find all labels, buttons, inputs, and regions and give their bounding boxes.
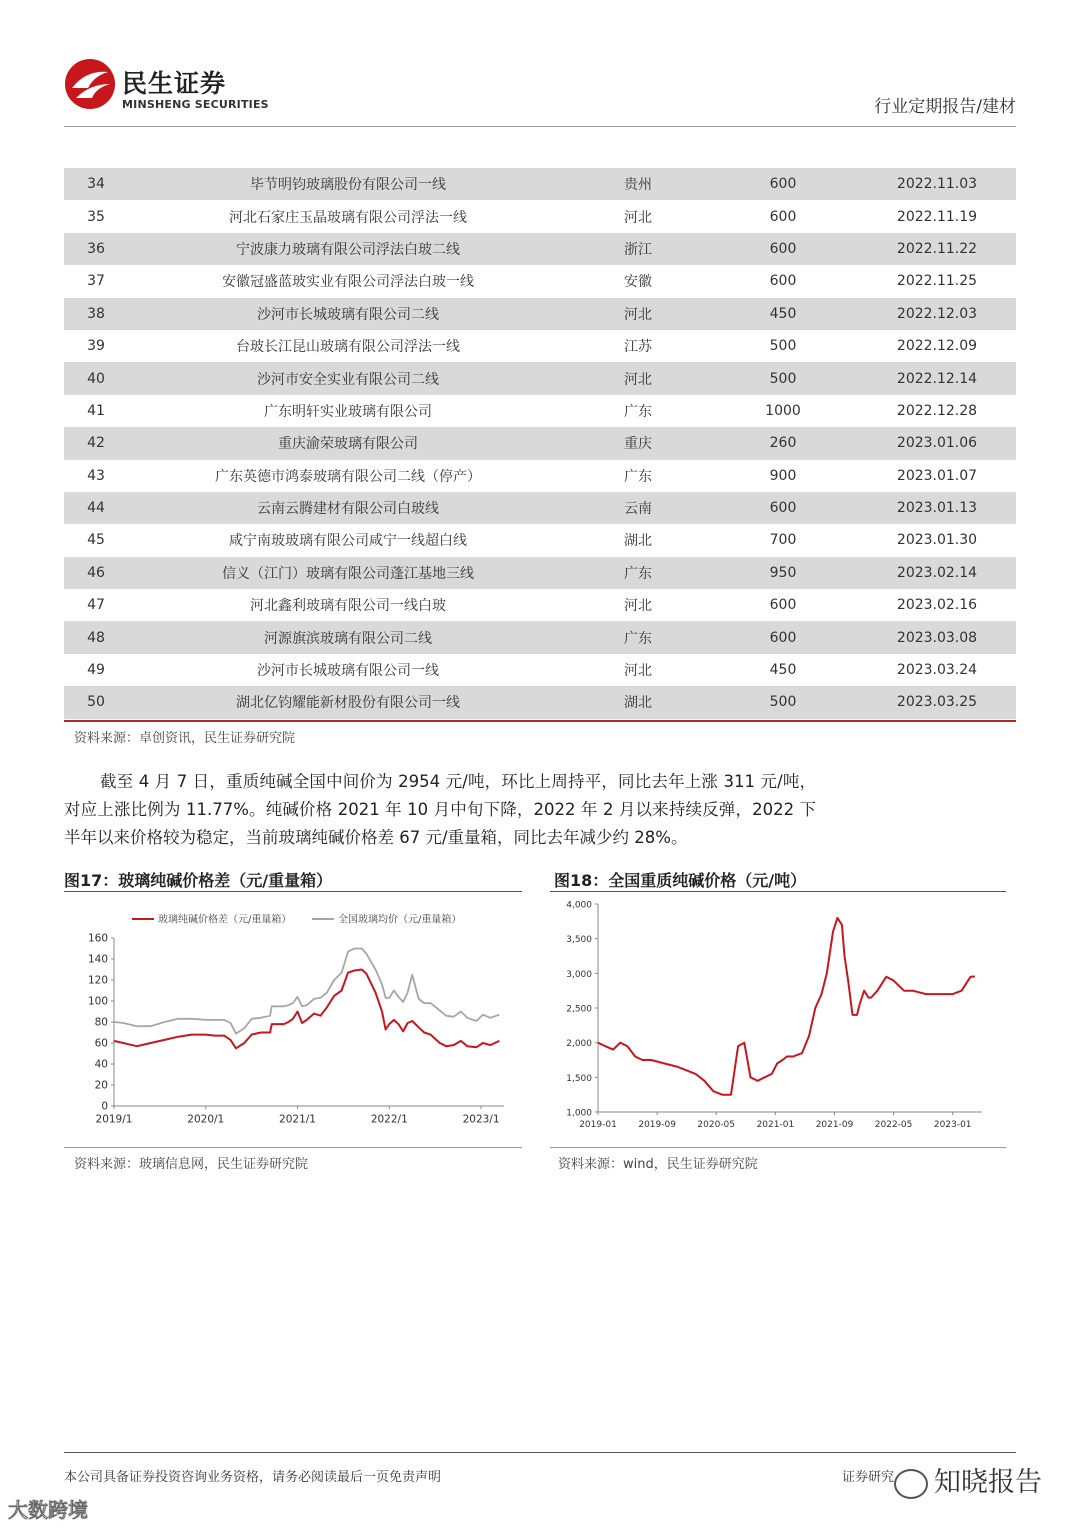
minsheng-logo-icon <box>64 58 116 110</box>
capacity-cell: 700 <box>769 532 797 549</box>
row-number-cell: 44 <box>64 492 128 524</box>
y-tick-label: 20 <box>94 1079 108 1092</box>
company-line-name-cell: 湖北亿钧耀能新材股份有限公司一线 <box>128 686 568 718</box>
x-tick-label: 2020-05 <box>697 1120 736 1130</box>
x-tick-label: 2023-01 <box>933 1120 972 1130</box>
province-cell: 广东 <box>568 621 708 653</box>
province-cell: 江苏 <box>624 339 652 356</box>
x-tick-label: 2019-01 <box>579 1120 617 1130</box>
province-cell: 广东 <box>568 557 708 589</box>
table-source: 资料来源：卓创资讯，民生证券研究院 <box>74 731 296 746</box>
province-cell: 广东 <box>624 468 652 485</box>
page-header <box>64 58 1016 127</box>
date-cell: 2022.11.22 <box>858 233 1016 265</box>
fig18-source: 资料来源：wind，民生证券研究院 <box>558 1157 758 1172</box>
date-cell: 2022.12.09 <box>896 338 978 355</box>
province-cell: 河北 <box>624 663 652 680</box>
capacity-cell: 900 <box>769 467 797 484</box>
date-cell: 2022.11.03 <box>858 168 1016 200</box>
fig17-title: 图17：玻璃纯碱价格差（元/重量箱） <box>64 871 333 890</box>
row-number-cell: 47 <box>87 597 105 614</box>
footer-rule <box>64 1452 1016 1453</box>
company-line-name-cell: 河北石家庄玉晶玻璃有限公司浮法一线 <box>229 209 467 226</box>
row-number-cell: 34 <box>64 168 128 200</box>
y-tick-label: 40 <box>94 1058 108 1071</box>
row-number-cell: 48 <box>64 621 128 653</box>
date-cell: 2022.11.25 <box>896 273 978 290</box>
y-tick-label: 80 <box>94 1016 108 1029</box>
y-tick-label: 3,500 <box>566 935 592 946</box>
company-line-name-cell: 安徽冠盛蓝玻实业有限公司浮法白玻一线 <box>222 274 474 291</box>
province-cell: 湖北 <box>568 686 708 718</box>
row-number-cell: 50 <box>64 686 128 718</box>
fig17-source: 资料来源：玻璃信息网，民生证券研究院 <box>74 1157 309 1172</box>
fig18-title: 图18：全国重质纯碱价格（元/吨） <box>554 871 807 890</box>
table-row <box>64 524 1016 556</box>
fig17-bottom-rule <box>64 1147 522 1148</box>
fig17-title-rule <box>64 891 522 892</box>
watermark-left: 大数跨境 <box>8 1498 88 1522</box>
company-line-name-cell: 信义（江门）玻璃有限公司蓬江基地三线 <box>128 557 568 589</box>
brand-name-cn: 民生证券 <box>122 69 227 98</box>
date-cell: 2023.03.25 <box>858 686 1016 718</box>
x-tick-label: 2019/1 <box>95 1113 133 1126</box>
y-tick-label: 0 <box>101 1100 108 1113</box>
province-cell: 河北 <box>624 598 652 615</box>
fig18-title-rule <box>550 891 1006 892</box>
row-number-cell: 39 <box>87 338 105 355</box>
province-cell: 浙江 <box>568 233 708 265</box>
x-tick-label: 2022/1 <box>370 1113 408 1126</box>
row-number-cell: 35 <box>87 208 105 225</box>
date-cell: 2023.02.14 <box>858 557 1016 589</box>
province-cell: 河北 <box>568 298 708 330</box>
table-row <box>64 557 1016 589</box>
date-cell: 2022.12.03 <box>858 298 1016 330</box>
capacity-cell: 500 <box>708 686 858 718</box>
date-cell: 2023.01.07 <box>896 467 978 484</box>
company-line-name-cell: 台玻长江昆山玻璃有限公司浮法一线 <box>236 339 460 356</box>
province-cell: 河北 <box>624 209 652 226</box>
brand-name-en: MINSHENG SECURITIES <box>122 98 269 111</box>
capacity-cell: 600 <box>708 168 858 200</box>
y-tick-label: 140 <box>87 953 108 966</box>
company-line-name-cell: 沙河市长城玻璃有限公司一线 <box>257 663 439 680</box>
series-line-1 <box>598 918 975 1095</box>
capacity-cell: 500 <box>708 362 858 394</box>
province-cell: 河北 <box>568 362 708 394</box>
row-number-cell: 38 <box>64 298 128 330</box>
fig17-chart <box>64 900 522 1140</box>
y-tick-label: 160 <box>87 932 108 945</box>
table-row <box>64 686 1016 718</box>
x-tick-label: 2021/1 <box>279 1113 317 1126</box>
legend-label: 全国玻璃均价（元/重量箱） <box>338 914 462 926</box>
series-line-1 <box>114 970 499 1049</box>
y-tick-label: 1,500 <box>566 1073 592 1084</box>
date-cell: 2023.03.08 <box>858 621 1016 653</box>
wechat-badge-icon <box>894 1469 928 1499</box>
x-tick-label: 2019-09 <box>638 1120 676 1130</box>
company-line-name-cell: 广东明轩实业玻璃有限公司 <box>264 403 432 420</box>
capacity-cell: 450 <box>708 298 858 330</box>
company-line-name-cell: 广东英德市鸿泰玻璃有限公司二线（停产） <box>215 468 481 485</box>
capacity-cell: 450 <box>769 662 797 679</box>
company-line-name-cell: 重庆渝荣玻璃有限公司 <box>128 427 568 459</box>
report-type: 行业定期报告/建材 <box>874 97 1016 117</box>
production-line-table <box>64 168 1016 719</box>
table-row <box>64 395 1016 427</box>
y-tick-label: 3,000 <box>566 969 592 980</box>
date-cell: 2023.01.13 <box>858 492 1016 524</box>
row-number-cell: 41 <box>87 402 105 419</box>
y-tick-label: 2,000 <box>566 1039 592 1050</box>
capacity-cell: 500 <box>769 338 797 355</box>
capacity-cell: 600 <box>708 492 858 524</box>
body-paragraph: 截至 4 月 7 日，重质纯碱全国中间价为 2954 元/吨，环比上周持平，同比去年上涨 311 元/吨，对应上涨比例为 11.77%。纯碱价格 2021 年 10 月中旬下降，2022 年 2 月以来持续反弹，2022 下半年以来价格较为稳定，当前玻璃纯碱价格差 67 元/重量箱，同比去年减少约 28%。 <box>64 772 816 847</box>
table-row <box>64 330 1016 362</box>
table-row <box>64 200 1016 232</box>
capacity-cell: 260 <box>708 427 858 459</box>
province-cell: 湖北 <box>624 533 652 550</box>
company-line-name-cell: 河北鑫利玻璃有限公司一线白玻 <box>250 598 446 615</box>
capacity-cell: 600 <box>708 621 858 653</box>
table-row <box>64 265 1016 297</box>
row-number-cell: 45 <box>87 532 105 549</box>
company-line-name-cell: 沙河市安全实业有限公司二线 <box>128 362 568 394</box>
table-row <box>64 427 1016 459</box>
y-tick-label: 2,500 <box>566 1004 592 1015</box>
table-row <box>64 233 1016 265</box>
y-tick-label: 1,000 <box>566 1108 592 1119</box>
province-cell: 贵州 <box>568 168 708 200</box>
y-tick-label: 120 <box>87 974 108 987</box>
company-line-name-cell: 沙河市长城玻璃有限公司二线 <box>128 298 568 330</box>
fig18-chart <box>550 894 1006 1140</box>
company-line-name-cell: 宁波康力玻璃有限公司浮法白玻二线 <box>128 233 568 265</box>
x-tick-label: 2022-05 <box>874 1120 913 1130</box>
footer-right-label: 证券研究 <box>842 1470 895 1485</box>
company-line-name-cell: 云南云腾建材有限公司白玻线 <box>128 492 568 524</box>
footer-disclaimer: 本公司具备证券投资咨询业务资格，请务必阅读最后一页免责声明 <box>64 1470 442 1485</box>
x-tick-label: 2020/1 <box>187 1113 225 1126</box>
table-row <box>64 654 1016 686</box>
row-number-cell: 42 <box>64 427 128 459</box>
y-tick-label: 100 <box>87 995 108 1008</box>
capacity-cell: 600 <box>708 233 858 265</box>
date-cell: 2022.12.14 <box>858 362 1016 394</box>
row-number-cell: 40 <box>64 362 128 394</box>
province-cell: 重庆 <box>568 427 708 459</box>
company-line-name-cell: 河源旗滨玻璃有限公司二线 <box>128 621 568 653</box>
date-cell: 2023.03.24 <box>896 662 978 679</box>
legend-label: 玻璃纯碱价格差（元/重量箱） <box>158 914 292 926</box>
y-tick-label: 60 <box>94 1037 108 1050</box>
table-row <box>64 298 1016 330</box>
capacity-cell: 600 <box>769 273 797 290</box>
row-number-cell: 36 <box>64 233 128 265</box>
x-tick-label: 2023/1 <box>462 1113 500 1126</box>
watermark-right <box>894 1460 1042 1499</box>
capacity-cell: 1000 <box>765 402 801 419</box>
row-number-cell: 46 <box>64 557 128 589</box>
date-cell: 2022.12.28 <box>896 402 978 419</box>
fig18-bottom-rule <box>550 1147 1006 1148</box>
x-tick-label: 2021-01 <box>756 1120 795 1130</box>
y-tick-label: 4,000 <box>566 900 592 911</box>
row-number-cell: 49 <box>87 662 105 679</box>
table-row <box>64 362 1016 394</box>
province-cell: 广东 <box>624 403 652 420</box>
capacity-cell: 600 <box>769 208 797 225</box>
date-cell: 2023.01.06 <box>858 427 1016 459</box>
table-bottom-rule <box>64 720 1016 722</box>
table-row <box>64 589 1016 621</box>
row-number-cell: 43 <box>87 467 105 484</box>
table-row <box>64 492 1016 524</box>
capacity-cell: 950 <box>708 557 858 589</box>
date-cell: 2023.02.16 <box>896 597 978 614</box>
x-tick-label: 2021-09 <box>815 1120 854 1130</box>
company-line-name-cell: 咸宁南玻玻璃有限公司咸宁一线超白线 <box>229 533 467 550</box>
watermark-right-text: 知晓报告 <box>934 1467 1042 1498</box>
province-cell: 云南 <box>568 492 708 524</box>
table-row <box>64 168 1016 200</box>
table-row <box>64 621 1016 653</box>
province-cell: 安徽 <box>624 274 652 291</box>
date-cell: 2022.11.19 <box>896 208 978 225</box>
date-cell: 2023.01.30 <box>896 532 978 549</box>
table-row <box>64 460 1016 492</box>
capacity-cell: 600 <box>769 597 797 614</box>
company-line-name-cell: 毕节明钧玻璃股份有限公司一线 <box>128 168 568 200</box>
row-number-cell: 37 <box>87 273 105 290</box>
